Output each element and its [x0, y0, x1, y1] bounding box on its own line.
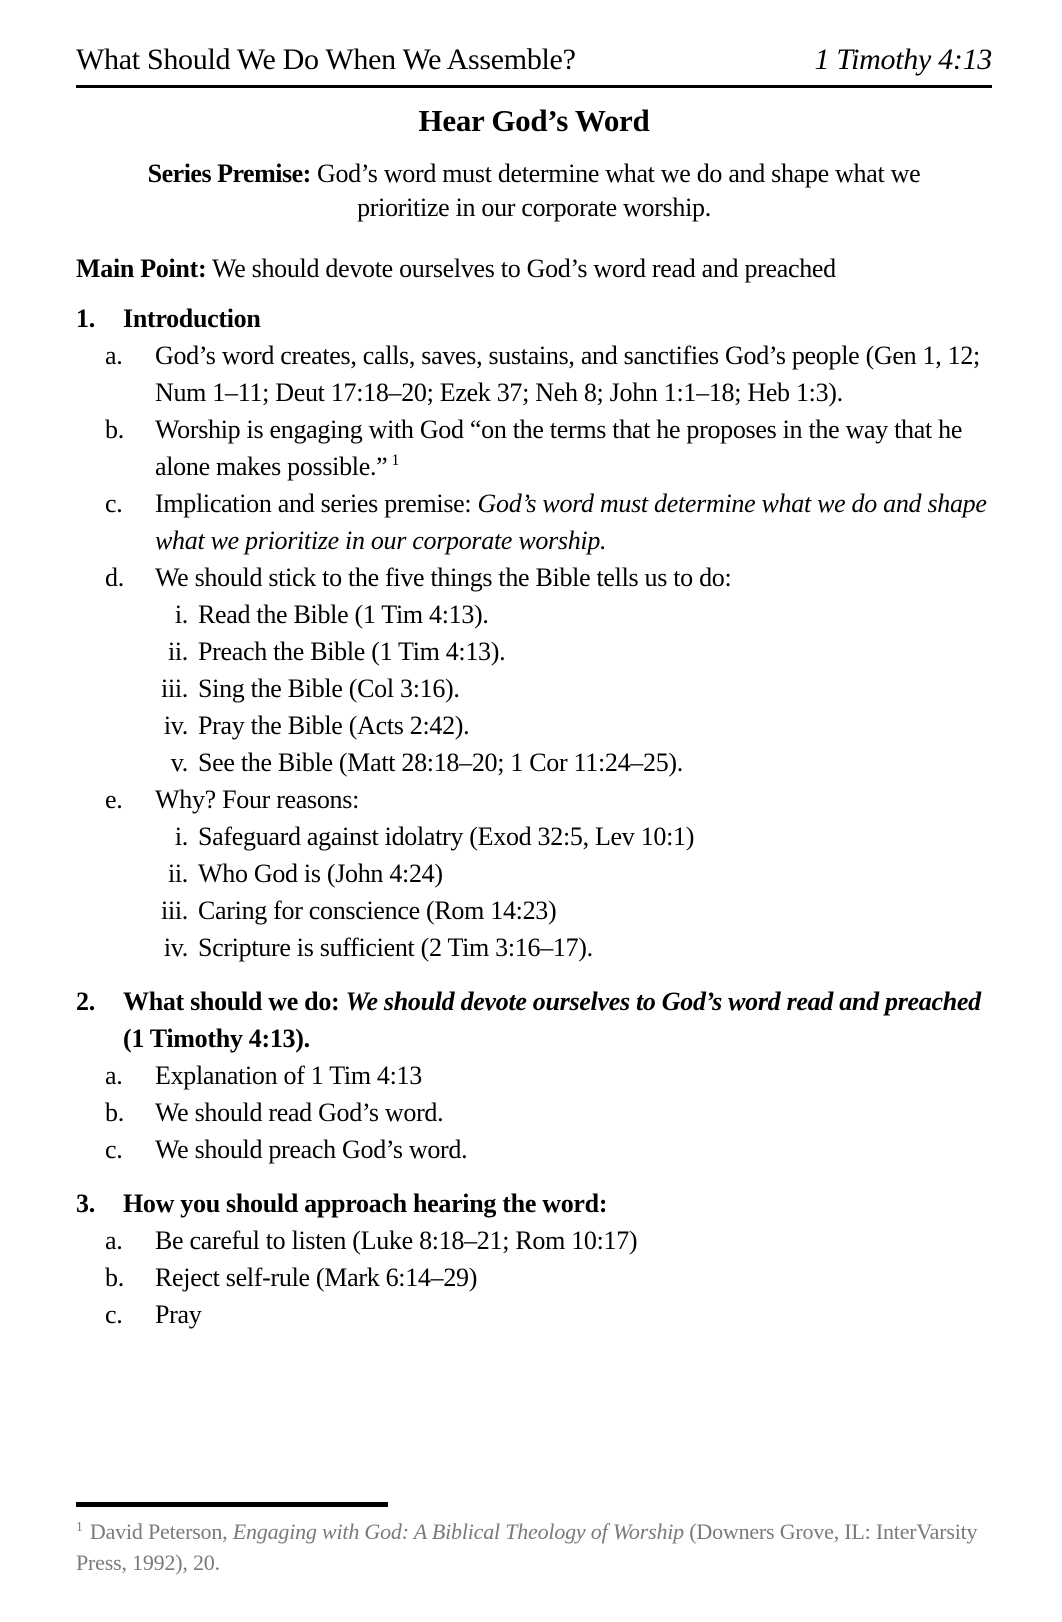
item-text: Why? Four reasons:: [155, 785, 359, 814]
section-title: [123, 300, 992, 337]
series-premise: [106, 157, 962, 225]
outline-item-1a: [76, 337, 992, 411]
subitem-label: iii.: [161, 674, 188, 703]
subitem-label: iv.: [163, 711, 188, 740]
outline-item-3b: [76, 1259, 992, 1296]
outline-item-1c: [76, 485, 992, 559]
subitem-1e-iii: [76, 892, 992, 929]
item-text: We should read God’s word.: [155, 1098, 444, 1127]
item-text: Explanation of 1 Tim 4:13: [155, 1061, 422, 1090]
subitem-text: Preach the Bible (1 Tim 4:13).: [198, 637, 506, 666]
section-heading-3: [76, 1185, 992, 1222]
item-label: b.: [105, 415, 124, 444]
subitem-label: i.: [174, 822, 188, 851]
item-text: God’s word creates, calls, saves, sustains, and sanctifies God’s people (Gen 1, 12; Num 1–11; Deut 17:18–20; Ezek 37; Neh 8; John 1:1–18; Heb 1:3).: [155, 341, 980, 407]
subitem-1d-i: [76, 596, 992, 633]
outline-item-2a: [76, 1057, 992, 1094]
subitem-text: Read the Bible (1 Tim 4:13).: [198, 600, 489, 629]
item-label: a.: [105, 1061, 123, 1090]
subitem-label: iv.: [163, 933, 188, 962]
subitem-text: Pray the Bible (Acts 2:42).: [198, 711, 470, 740]
footnote-separator-rule: [76, 1502, 388, 1507]
item-label: c.: [105, 1135, 123, 1164]
footnote-reference: 1: [391, 452, 400, 470]
section-title: [123, 1185, 992, 1222]
subitem-text: Who God is (John 4:24): [198, 859, 443, 888]
item-label: a.: [105, 341, 123, 370]
footnote-publication: (Downers Grove, IL: InterVarsity Press, 1992), 20.: [76, 1519, 978, 1575]
footnote-text: [76, 1516, 992, 1578]
section-title-text: What should we do:: [123, 987, 346, 1016]
subitem-label: ii.: [167, 859, 188, 888]
subitem-1e-i: [76, 818, 992, 855]
subitem-text: Scripture is sufficient (2 Tim 3:16–17).: [198, 933, 593, 962]
subitem-text: See the Bible (Matt 28:18–20; 1 Cor 11:24–25).: [198, 748, 683, 777]
subitem-1d-iii: [76, 670, 992, 707]
item-text-prefix: Implication and series premise:: [155, 489, 478, 518]
section-number: 3.: [76, 1189, 95, 1218]
main-point-label: Main Point:: [76, 254, 207, 283]
section-heading-1: [76, 300, 992, 337]
main-point: [76, 250, 992, 287]
subitem-label: ii.: [167, 637, 188, 666]
subitem-1e-iv: [76, 929, 992, 966]
item-text: We should stick to the five things the Bible tells us to do:: [155, 563, 732, 592]
item-text: [155, 485, 992, 559]
item-text-body: Worship is engaging with God “on the terms that he proposes in the way that he alone makes possible.”: [155, 415, 963, 481]
subitem-1e-ii: [76, 855, 992, 892]
section-title-italic: We should devote ourselves to God’s word read and preached: [345, 987, 981, 1016]
item-label: c.: [105, 1300, 123, 1329]
footnote-book-title: Engaging with God: A Biblical Theology of Worship: [232, 1519, 684, 1544]
main-point-text: We should devote ourselves to God’s word read and preached: [206, 254, 836, 283]
series-premise-label: Series Premise:: [147, 159, 311, 188]
outline-item-1d: [76, 559, 992, 596]
item-label: b.: [105, 1098, 124, 1127]
outline-item-3c: [76, 1296, 992, 1333]
footnote-block: [76, 1502, 992, 1578]
item-text: Pray: [155, 1300, 202, 1329]
footnote-marker: 1: [76, 1518, 83, 1534]
outline-item-1e: [76, 781, 992, 818]
item-text-italic: God’s word must determine what we do and shape what we prioritize in our corporate worship.: [155, 489, 987, 555]
outline-item-2c: [76, 1131, 992, 1168]
page-header: [76, 42, 992, 88]
item-label: b.: [105, 1263, 124, 1292]
section-number: 1.: [76, 304, 95, 333]
sermon-title: Hear God’s Word: [418, 103, 650, 138]
subitem-label: i.: [174, 600, 188, 629]
section-title-text: How you should approach hearing the word:: [123, 1189, 608, 1218]
section-heading-2: [76, 983, 992, 1057]
header-series-title: What Should We Do When We Assemble?: [76, 43, 576, 76]
section-title-text: Introduction: [123, 304, 261, 333]
footnote-author: David Peterson,: [84, 1519, 233, 1544]
item-label: a.: [105, 1226, 123, 1255]
series-premise-text: God’s word must determine what we do and shape what we prioritize in our corporate worship.: [310, 159, 921, 222]
item-label: c.: [105, 489, 123, 518]
subitem-text: Sing the Bible (Col 3:16).: [198, 674, 460, 703]
item-text: We should preach God’s word.: [155, 1135, 468, 1164]
subitem-1d-ii: [76, 633, 992, 670]
item-text: [155, 411, 992, 485]
outline-item-3a: [76, 1222, 992, 1259]
section-title: [123, 983, 992, 1057]
section-number: 2.: [76, 987, 95, 1016]
outline-item-1b: [76, 411, 992, 485]
item-text: Reject self-rule (Mark 6:14–29): [155, 1263, 478, 1292]
outline-item-2b: [76, 1094, 992, 1131]
item-label: e.: [105, 785, 123, 814]
subitem-text: Caring for conscience (Rom 14:23): [198, 896, 557, 925]
section-title-suffix: (1 Timothy 4:13).: [123, 1024, 310, 1053]
subitem-label: v.: [170, 748, 188, 777]
subitem-1d-iv: [76, 707, 992, 744]
item-text: Be careful to listen (Luke 8:18–21; Rom 10:17): [155, 1226, 638, 1255]
header-scripture-reference: 1 Timothy 4:13: [814, 43, 992, 76]
subitem-label: iii.: [161, 896, 188, 925]
subitem-text: Safeguard against idolatry (Exod 32:5, Lev 10:1): [198, 822, 695, 851]
item-label: d.: [105, 563, 124, 592]
subitem-1d-v: [76, 744, 992, 781]
